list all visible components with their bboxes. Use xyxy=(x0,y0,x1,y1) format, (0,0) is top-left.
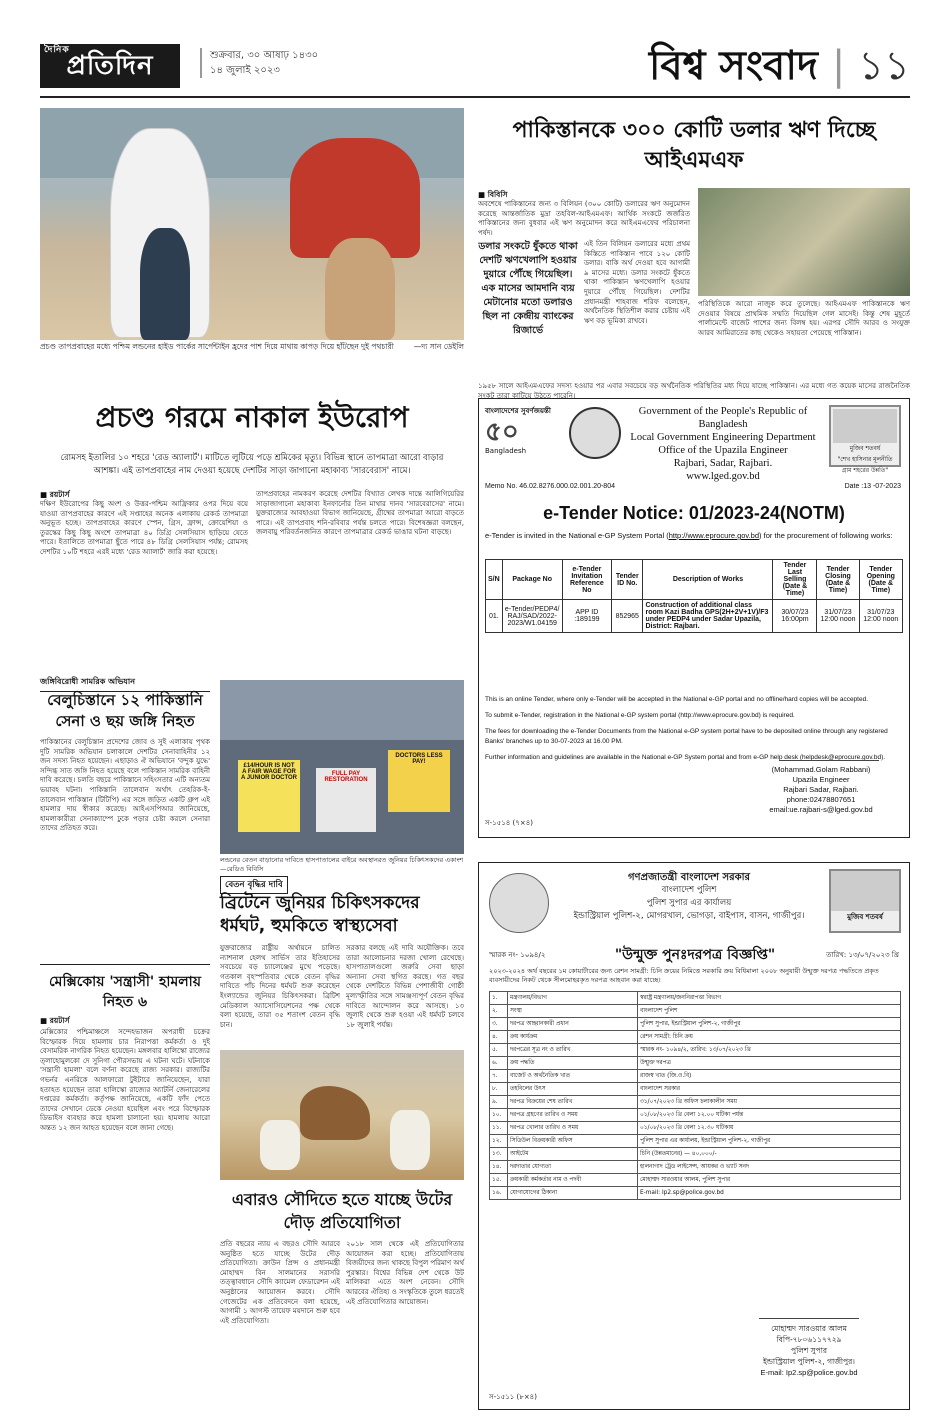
logo-small-text: দৈনিক xyxy=(44,45,70,55)
form-row-value: স্মারক নং- ১০৯৪/২, তারিখ: ১৩/০৭/২০২৩ খ্রি xyxy=(638,1044,901,1057)
tender-header-package: Package No xyxy=(502,560,562,600)
form-row-value: ০১/০৮/২০২৩ খ্রি বেলা ১২.৩০ ঘটিকায় xyxy=(638,1122,901,1135)
police-ad-code: স-১৫১১ (৮×৪) xyxy=(489,1393,537,1401)
tender-note-3: The fees for downloading the e-Tender Documents from the National e-GP system portal have to be deposited online through any registered Banks' branches up to 30-07-2023 at 16.00 PM. xyxy=(485,728,888,745)
table-row xyxy=(486,600,903,633)
imf-body-right: পরিস্থিতিকে আরো নাজুক করে তুলেছে। আইএমএফ পাকিস্তানকে ঋণ দেওয়ার বিষয়ে প্রাথমিক সম্মতি দিয়েছিল গেল মাসেই। কিন্তু শেষ মুহূর্তে পার্লামেন্টে বাজেট পাশের জন্য বিলম্ব হয়। এরপর সৌদি আরব ও সংযুক্ত আরব আমিরাতের কাছ থেকেও সহায়তা পেয়েছে পাকিস্তান। xyxy=(698,300,910,337)
form-row-label: ক্রয় কার্যক্রম xyxy=(508,1031,638,1044)
mexico-body: মেক্সিকোর পশ্চিমাঞ্চলে সন্দেহভাজন অপরাধী চক্রের বিস্ফোরক দিয়ে হামলায় চার নিরাপত্তা কর্মকর্তা ও দুই বেসামরিক নাগরিক নিহত হয়েছেন। মঙ্গলবার হালিস্কো রাজ্যের ত্লাহোমুলকো দে সুনিগা পৌরসভায় এ ঘটনা ঘটে। ঘটনাকে 'সন্ত্রাসী হামলা' বলে বর্ণনা করেছে রাজ্য সরকার। রাজ্যটির গভর্নর এনরিকে আলফারো টুইটারে জানিয়েছেন, যারা হতাহত হয়েছেন তারা হালিস্কো রাজ্যের অ্যাটর্নি জেনারেলের দপ্তরের কর্মকর্তা। কর্তৃপক্ষ জানিয়েছে, একটি ফাঁদ পেতে তাদের সেখানে ডেকে নেওয়া হয়েছিল এবং পরে বিস্ফোরক ডিভাইস ব্যবহার করে হামলা চালানো হয়। হামলায় আরো অন্তত ১২ জন আহত হয়েছেন বলে জানা গেছে। xyxy=(40,1028,210,1132)
gov-line-3: Office of the Upazila Engineer xyxy=(658,445,788,456)
tender-cell-sn: 01. xyxy=(486,600,503,633)
baloch-headline: বেলুচিস্তানে ১২ পাকিস্তানি সেনা ও ছয় জঙ্গি নিহত xyxy=(47,691,203,730)
table-row xyxy=(490,1031,901,1044)
police-sign-email: E-mail: Ip2.sp@police.gov.bd xyxy=(760,1368,858,1377)
form-row-number: ৭. xyxy=(490,1070,508,1083)
form-row-label: আইটেম xyxy=(508,1148,638,1161)
police-date: তারিখ: ১৩/০৭/২০২৩ খ্রি xyxy=(826,951,899,959)
golden-jubilee-sub: Bangladesh xyxy=(485,447,527,455)
placard-full-pay: FULL PAY RESTORATION xyxy=(316,768,376,832)
tender-date: Date :13 -07-2023 xyxy=(844,483,901,490)
tender-header-selling: Tender Last Selling (Date & Time) xyxy=(773,560,817,600)
form-row-number: ৮. xyxy=(490,1083,508,1096)
gov-line-1: Government of the People's Republic of Bangladesh xyxy=(638,406,808,430)
table-row xyxy=(490,1083,901,1096)
form-row-label: দরপত্র আহ্বানকারী প্রধান xyxy=(508,1018,638,1031)
table-row xyxy=(490,1018,901,1031)
tender-ad-code: স-১৫১৪ (৭×৪) xyxy=(485,819,533,827)
heatwave-photo xyxy=(40,108,464,340)
imf-footer: ১৯৫৮ সালে আইএমএফের সদস্য হওয়ার পর এবার সবচেয়ে বড় অর্থনৈতিক পরিস্থিতির মধ্য দিয়ে যাচ্ছে পাকিস্তান। এর মধ্যে গত কয়েক মাসের রাজনৈতিক সংকট তারা কাটিয়ে উঠতে পারেনি। xyxy=(478,382,910,400)
table-row xyxy=(490,1174,901,1187)
section-title: বিশ্ব সংবাদ | ১১ xyxy=(648,43,910,89)
tender-header-reference: e-Tender Invitation Reference No xyxy=(562,560,611,600)
doctors-body-col2: সরকার বলছে এই দাবি অযৌক্তিক। তবে তারা আলোচনার দরজা খোলা রেখেছে। হাসপাতালগুলো জরুরি সেবা ছাড়া অন্যান্য সেবা স্থগিত করছে। গত বছর থেকে দেশটিতে বিভিন্ন পেশাজীবী গোষ্ঠী মূল্যস্ফীতির সঙ্গে সামঞ্জস্যপূর্ণ বেতন বৃদ্ধির দাবিতে আন্দোলন করে আসছে। ১৩ জুলাই থেকে শুরু হওয়া এই ধর্মঘট চলবে ১৮ জুলাই পর্যন্ত। xyxy=(346,944,464,1029)
form-row-label: সংস্থা xyxy=(508,1005,638,1018)
form-row-value: রাজস্ব খাত (জি.ও.বি) xyxy=(638,1070,901,1083)
form-row-number: ১০. xyxy=(490,1109,508,1122)
police-signature xyxy=(759,1299,859,1319)
table-row xyxy=(490,1187,901,1200)
form-row-label: বাজেট ও অর্থনৈতিক খাত xyxy=(508,1070,638,1083)
form-row-label: মন্ত্রণালয়/বিভাগ xyxy=(508,992,638,1005)
doctors-body-col1: যুক্তরাজ্যের রাষ্ট্রীয় অর্থায়নে চালিত ন্যাশনাল হেলথ সার্ভিস তার ইতিহাসের সবচেয়ে বড় চ্যালেঞ্জের মুখে পড়েছে। গতকাল বৃহস্পতিবার থেকে বেতন বৃদ্ধির দাবিতে পাঁচ দিনের ধর্মঘট শুরু করেছেন ইংল্যান্ডের জুনিয়র চিকিৎসকরা। ব্রিটিশ মেডিক্যাল অ্যাসোসিয়েশনের পক্ষ থেকে বলা হয়েছে, তারা ৩৫ শতাংশ বেতন বৃদ্ধি চান। xyxy=(220,944,340,1029)
form-row-label: দরপত্র খোলার তারিখ ও সময় xyxy=(508,1122,638,1135)
doctors-kicker: বেতন বৃদ্ধির দাবি xyxy=(220,876,288,894)
section-name: বিশ্ব সংবাদ xyxy=(648,43,818,89)
tender-header-closing: Tender Closing (Date & Time) xyxy=(817,560,859,600)
table-row xyxy=(490,1135,901,1148)
form-row-value: চিনি (উন্নতমানের) — ৪০,০০০/- xyxy=(638,1148,901,1161)
bangladesh-govt-emblem-icon xyxy=(489,873,549,933)
banknotes-photo xyxy=(698,188,910,296)
gov-line-4: Rajbari, Sadar, Rajbari. xyxy=(673,458,773,469)
divider xyxy=(40,964,210,965)
form-row-value: E-mail: Ip2.sp@police.gov.bd xyxy=(638,1187,901,1200)
police-signature-block xyxy=(719,1323,899,1378)
lged-tender-notice xyxy=(478,398,910,838)
form-row-label: দরপত্র গ্রহণের তারিখ ও সময় xyxy=(508,1109,638,1122)
europe-headline: প্রচণ্ড গরমে নাকাল ইউরোপ xyxy=(95,401,409,434)
mujib-centenary-logo xyxy=(829,405,901,474)
camel-body-col1: প্রতি বছরের ন্যায় এ বছরও সৌদি আরবে অনুষ্ঠিত হতে যাচ্ছে উটের দৌড় প্রতিযোগিতা। ক্রাউন প্রিন্স ও প্রধানমন্ত্রী মোহাম্মদ বিন সালমানের সরাসরি তত্ত্বাবধানে সৌদি ক্যামেল ফেডারেশন এই অনুষ্ঠানের আয়োজন করবে। সৌদি গেজেটের এক প্রতিবেদনে বলা হয়েছে, আগামী ১ আগস্ট তায়েফ ময়দানে শুরু হবে এই প্রতিযোগিতা। xyxy=(220,1240,340,1325)
engineer-title: Upazila Engineer xyxy=(792,775,850,784)
form-row-number: ৫. xyxy=(490,1044,508,1057)
tender-cell-id: 852965 xyxy=(612,600,643,633)
form-row-number: ৪. xyxy=(490,1031,508,1044)
baloch-body: পাকিস্তানের বেলুচিস্তান প্রদেশের জোব ও সুই এলাকায় পৃথক দুটি সামরিক অভিযান চলাকালে দেশটির সেনাবাহিনীর ১২ জন সদস্য নিহত হয়েছেন। এছাড়াও ঐ অভিযানে 'বন্দুক যুদ্ধে' সন্দিগ্ধ সাত জঙ্গি নিহত হয়েছে বলে পাকিস্তান সামরিক বাহিনী দাবি করেছে। চলতি বছরে পাকিস্তানে সহিংসতার এটি অন্যতম ভয়াবহ ঘটনা। পাকিস্তানি তালেবান অর্থাৎ তেহরিক-ই-তালেবান পাকিস্তান (টিটিপি) এর সঙ্গে জড়িত একটি গ্রুপ এই হামলার দায় স্বীকার করেছে। আইএসপিআর জানিয়েছে, হামলাকারীরা সেনাক্যাম্পে ঢুকে পড়ার চেষ্টা করলে সেনারা তাদের প্রতিহত করে। xyxy=(40,738,210,833)
form-row-value: বাংলাদেশ সরকার xyxy=(638,1083,901,1096)
form-row-value: স্বরাষ্ট্র মন্ত্রণালয়/জননিরাপত্তা বিভাগ xyxy=(638,992,901,1005)
issue-date xyxy=(200,48,318,78)
imf-headline: পাকিস্তানকে ৩০০ কোটি ডলার ঋণ দিচ্ছে আইএমএফ xyxy=(512,118,876,173)
mexico-headline: মেক্সিকোয় 'সন্ত্রাসী' হামলায় নিহত ৬ xyxy=(48,974,201,1010)
form-row-number: ৬. xyxy=(490,1057,508,1070)
spectator-shape xyxy=(260,1120,300,1170)
mujib-label-2: মুজিব শতবর্ষ xyxy=(847,913,883,921)
form-row-value: রেশন সামগ্রী: চিনি ক্রয় xyxy=(638,1031,901,1044)
tender-cell-package: e-Tender/PEDP4/ RAJ/SAD/2022-2023/W1.04159 xyxy=(502,600,562,633)
police-header-2: বাংলাদেশ পুলিশ xyxy=(661,885,717,895)
table-row xyxy=(490,1044,901,1057)
form-row-label: দরপত্র বিক্রয়ের শেষ তারিখ xyxy=(508,1096,638,1109)
police-tender-notice xyxy=(478,862,910,1410)
engineer-place: Rajbari Sadar, Rajbari. xyxy=(783,785,859,794)
europe-body-col1: দক্ষিণ ইউরোপের কিছু অংশ ও উত্তর-পশ্চিম আফ্রিকার ওপর দিয়ে বয়ে যাওয়া তাপপ্রবাহের কারণে এই সপ্তাহের অনেক এলাকায় রেকর্ড তাপমাত্রা অনুভূত হচ্ছে। তাপপ্রবাহের কারণে স্পেন, গ্রিস, ফ্রান্স, ক্রোয়েশিয়া ও তুরস্কের কিছু কিছু অংশে তাপমাত্রা ৪০ ডিগ্রি সেলসিয়াস ছাড়িয়ে যেতে পারে। ইতালিতে তাপমাত্রা ছুঁতে পারে ৪৮ ডিগ্রি সেলসিয়াস পর্যন্ত; রোমসহ দেশটির ১০টি শহরে এরই মধ্যে 'রেড অ্যালার্ট' জারি করা হয়েছে। xyxy=(40,500,248,556)
issue-date-english: ১৪ জুলাই ২০২৩ xyxy=(210,65,280,76)
imf-body-mid: এই তিন বিলিয়ন ডলারের মধ্যে প্রথম কিস্তিতে পাকিস্তান পাবে ১২০ কোটি ডলার। বাকি অর্থ দেওয়া হবে আগামী ৯ মাসের মধ্যে। ডলার সংকটে ধুঁকতে থাকা পাকিস্তান ঋণখেলাপি হওয়ার দুয়ারে পৌঁছে গিয়েছিল। দেশটির প্রধানমন্ত্রী শাহবাজ শরিফ বলেছেন, অর্থনৈতিক স্থিতিশীল করার চেষ্টায় এই ঋণ বড় ভূমিকা রাখবে। xyxy=(584,240,690,325)
tender-header-description: Description of Works xyxy=(643,560,773,600)
form-row-value: উন্মুক্ত দরপত্র xyxy=(638,1057,901,1070)
police-memo: স্মারক নং- ১০৯৪/২ xyxy=(489,951,546,959)
newspaper-logo xyxy=(40,44,180,88)
form-row-number: ১৩. xyxy=(490,1148,508,1161)
police-sign-office: ইন্ডাস্ট্রিয়াল পুলিশ-২, গাজীপুর। xyxy=(763,1357,855,1366)
form-row-number: ১. xyxy=(490,992,508,1005)
police-form-wrap xyxy=(489,991,901,1200)
camel-shape xyxy=(300,1086,370,1140)
spectator-shape xyxy=(390,1110,430,1170)
form-row-number: ৩. xyxy=(490,1018,508,1031)
form-row-value: বাংলাদেশ পুলিশ xyxy=(638,1005,901,1018)
camel-race-photo xyxy=(220,1050,464,1180)
mujib-centenary-logo-2 xyxy=(829,869,901,933)
form-row-value: মোহাম্মদ সারওয়ার আলম, পুলিশ সুপার xyxy=(638,1174,901,1187)
tender-note-1: This is an online Tender, where only e-Tender will be accepted in the National e-GP portal and no offline/hard copies will be accepted. xyxy=(485,696,869,703)
tender-table-wrap xyxy=(485,559,903,633)
police-sign-name: মোহাম্মদ সারওয়ার আলম xyxy=(771,1324,847,1333)
golden-jubilee-text: বাংলাদেশের সুবর্ণজয়ন্তী xyxy=(485,407,551,415)
placard-fair-wage: £14/HOUR IS NOT A FAIR WAGE FOR A JUNIOR DOCTOR xyxy=(238,760,300,832)
engineer-signature-block xyxy=(741,765,901,815)
lged-office-header xyxy=(625,405,821,483)
europe-byline: ■ রয়টার্স xyxy=(40,490,70,499)
table-row xyxy=(490,1057,901,1070)
form-row-number: ৯. xyxy=(490,1096,508,1109)
form-row-number: ১৬. xyxy=(490,1187,508,1200)
camel-body-col2: ২০১৮ সাল থেকে এই প্রতিযোগিতার আয়োজন করা হচ্ছে। প্রতিযোগিতায় বিজয়ীদের জন্য থাকছে বিপুল পরিমাণ অর্থ পুরস্কার। বিশ্বের বিভিন্ন দেশ থেকে উট মালিকরা এতে অংশ নেবেন। সৌদি আরবের ঐতিহ্য ও সংস্কৃতিকে তুলে ধরতেই এই প্রতিযোগিতার আয়োজন। xyxy=(346,1240,464,1306)
doctors-photo-caption: লন্ডনের বেতন বাড়ানোর দাবিতে হাসপাতালের বাইরে অবস্থানরত জুনিয়র চিকিৎসকদের একাংশ—রেডিও বিবিসি xyxy=(220,856,464,873)
tender-header-opening: Tender Opening (Date & Time) xyxy=(859,560,902,600)
gov-line-5: www.lged.gov.bd xyxy=(686,471,760,482)
engineer-email: email:ue.rajbari-s@lged.gov.bd xyxy=(769,805,873,814)
engineer-phone: phone:02478807651 xyxy=(786,795,856,804)
table-row xyxy=(490,1109,901,1122)
form-row-number: ১৪. xyxy=(490,1161,508,1174)
masthead xyxy=(40,40,910,98)
police-intro: ২০২৩-২০২৪ অর্থ বছরের ১ম কোয়ার্টারের জন্য রেশন সামগ্রী: চিনি ক্রয়ের নিমিত্তে সরকারি ক্রয় বিধিমালা ২০০৮ অনুযায়ী উন্মুক্ত দরপত্র পদ্ধতিতে প্রকৃত ব্যবসায়ীদের নিকট থেকে সীলমোহরকৃত দরপত্র আহবান করা যাচ্ছে। xyxy=(489,967,879,984)
tender-table xyxy=(485,559,903,633)
tender-header-sn: S/N xyxy=(486,560,503,600)
doctors-headline: ব্রিটেনে জুনিয়র চিকিৎসকদের ধর্মঘট, হুমকিতে স্বাস্থ্যসেবা xyxy=(220,893,420,936)
form-row-value: ০১/০৮/২০২৩ খ্রি বেলা ১২.০০ ঘটিকা পর্যন্ত xyxy=(638,1109,901,1122)
doctors-strike-photo xyxy=(220,680,464,854)
table-row xyxy=(490,1070,901,1083)
form-row-label: দরদাতার যোগ্যতা xyxy=(508,1161,638,1174)
tender-cell-reference: APP ID :189199 xyxy=(562,600,611,633)
tender-header-id: Tender ID No. xyxy=(612,560,643,600)
form-row-label: দরপত্রের সূত্র নং ও তারিখ xyxy=(508,1044,638,1057)
tender-note-4: Further information and guidelines are available in the National e-GP System portal and from e-GP help desk (helpdesk@eprocure.gov.bd). xyxy=(485,754,886,761)
imf-byline: ■ বিবিসি xyxy=(478,190,508,199)
logo-text: প্রতিদিন xyxy=(66,51,154,81)
table-row xyxy=(490,1148,901,1161)
europe-deck: রোমসহ ইতালির ১০ শহরে 'রেড অ্যালার্ট'। মাটিতে লুটিয়ে পড়ে শ্রমিকের মৃত্যু। বিভিন্ন স্থানে তাপমাত্রা আরো বাড়ার আশঙ্কা। এই তাপপ্রবাহের নাম দেওয়া হয়েছে দেশটির সাড়া জাগানো মহাকাব্য 'সারবেরাস' নামে। xyxy=(60,453,444,476)
form-row-value: হালনাগাদ ট্রেড লাইসেন্স, আয়কর ও ভ্যাট সনদ xyxy=(638,1161,901,1174)
form-row-number: ১৫. xyxy=(490,1174,508,1187)
form-row-label: যোগাযোগের ঠিকানা xyxy=(508,1187,638,1200)
eprocure-link[interactable]: http://www.eprocure.gov.bd xyxy=(668,531,760,540)
form-row-value: পুলিশ সুপার এর কার্যালয়, ইন্ডাস্ট্রিয়াল পুলিশ-২, গাজীপুর xyxy=(638,1135,901,1148)
pedestrian-man-shorts xyxy=(325,238,395,340)
police-sign-title: পুলিশ সুপার xyxy=(791,1346,827,1355)
police-sign-bp: বিপি-৭৮০৬১১৭৭২৯ xyxy=(776,1335,842,1344)
police-title: "উন্মুক্ত পুনঃদরপত্র বিজ্ঞপ্তি" xyxy=(614,947,776,963)
mujib-label: মুজিব শতবর্ষ xyxy=(849,445,881,452)
tender-cell-opening: 31/07/23 12:00 noon xyxy=(859,600,902,633)
heatwave-photo-caption: প্রচণ্ড তাপপ্রবাহের মধ্যে পশ্চিম লন্ডনের হাইড পার্কের সার্পেন্টাইন হ্রদের পাশ দিয়ে মাথায় কাপড় দিয়ে হাঁটছেন দুই পথচারী xyxy=(40,342,394,351)
police-header-1: গণপ্রজাতন্ত্রী বাংলাদেশ সরকার xyxy=(628,872,750,883)
tender-intro-a: e-Tender is invited in the National e-GP System Portal ( xyxy=(485,531,669,540)
engineer-signature xyxy=(779,743,879,761)
tender-note-2: To submit e-Tender, registration in the National e-GP system portal (http://www.eprocure.gov.bd) is required. xyxy=(485,712,795,719)
tender-intro-b: ) for the procurement of following works: xyxy=(759,531,893,540)
imf-pullquote: ডলার সংকটে ধুঁকতে থাকা দেশটি ঋণখেলাপি হওয়ার দুয়ারে পৌঁছে গিয়েছিল। এক মাসের আমদানি ব্যয় মেটানোর মতো ডলারও ছিল না কেন্দ্রীয় ব্যাংকের রিজার্ভে xyxy=(478,241,578,336)
tender-cell-description: Construction of additional class room Kazi Badha GPS(2H+2V+1V)/F3 under PEDP4 under Sadar Upazila, District: Rajbari. xyxy=(643,600,773,633)
mexico-byline: ■ রয়টার্স xyxy=(40,1016,70,1025)
table-row xyxy=(490,1005,901,1018)
form-row-number: ২. xyxy=(490,1005,508,1018)
form-row-label: ক্রয় পদ্ধতি xyxy=(508,1057,638,1070)
lged-emblem-icon xyxy=(569,407,621,459)
form-row-label: ক্রয়কারী কর্মকর্তার নাম ও পদবী xyxy=(508,1174,638,1187)
form-row-value: পুলিশ সুপার, ইন্ডাস্ট্রিয়াল পুলিশ-২, গাজীপুর xyxy=(638,1018,901,1031)
table-row xyxy=(490,992,901,1005)
form-row-label: সিডিউল বিক্রয়কারী অফিস xyxy=(508,1135,638,1148)
table-row xyxy=(490,1161,901,1174)
tender-memo: Memo No. 46.02.8276.000.02.001.20-804 xyxy=(485,483,615,490)
form-row-number: ১২. xyxy=(490,1135,508,1148)
tender-cell-closing: 31/07/23 12:00 noon xyxy=(817,600,859,633)
tender-cell-selling: 30/07/23 16:00pm xyxy=(773,600,817,633)
form-row-label: তহবিলের উৎস xyxy=(508,1083,638,1096)
table-row xyxy=(490,1096,901,1109)
police-header-4: ইন্ডাস্ট্রিয়াল পুলিশ-২, মোগরখাল, ভোগড়া, বাইপাস, বাসন, গাজীপুর। xyxy=(573,911,805,921)
form-row-value: ৩১/০৭/২০২৩ খ্রি অফিস চলাকালীন সময় xyxy=(638,1096,901,1109)
street-background xyxy=(220,680,464,740)
page-number: ১১ xyxy=(858,43,910,89)
portrait-icon xyxy=(831,871,899,911)
issue-date-bangla: শুক্রবার, ৩০ আষাঢ় ১৪৩০ xyxy=(210,50,319,61)
golden-jubilee-logo: বাংলাদেশের সুবর্ণজয়ন্তী ৫০ Bangladesh xyxy=(485,405,565,467)
form-row-number: ১১. xyxy=(490,1122,508,1135)
gov-line-2: Local Government Engineering Department xyxy=(630,432,816,443)
europe-body-col2: তাপপ্রবাহের নামকরণ করেছে দেশটির বিখ্যাত লেখক দান্তে আলিগিয়েরির সাড়াজাগানো মহাকাব্য ইনফার্নোর তিন মাথার দানব 'সারবেরাসের' নামে। যুক্তরাজ্যের আবহাওয়া বিভাগ জানিয়েছে, গ্রীষ্মের তাপমাত্রা আরো বাড়তে পারে। এই তাপপ্রবাহ শনি-রবিবার পর্যন্ত চলতে পারে। বিশেষজ্ঞরা বলছেন, জলবায়ু পরিবর্তনজনিত কারণে তাপমাত্রার রেকর্ড ভাঙার ঘটনা বাড়ছে। xyxy=(256,490,464,537)
camel-headline: এবারও সৌদিতে হতে যাচ্ছে উটের দৌড় প্রতিযোগিতা xyxy=(231,1190,453,1232)
police-office-header xyxy=(559,871,819,923)
engineer-name: (Mohammad.Golam Rabbani) xyxy=(771,765,871,774)
pedestrian-woman-skirt xyxy=(140,228,190,340)
imf-intro: অবশেষে পাকিস্তানের জন্য ৩ বিলিয়ন (৩০০ কোটি) ডলারের ঋণ অনুমোদন করেছে আন্তর্জাতিক মুদ্রা তহবিল-আইএমএফ। আর্থিক সংকটে জর্জরিত পাকিস্তানের জন্য বুধবার এই ঋণ অনুমোদন করে আইএমএফের পরিচালনা পর্ষদ। xyxy=(478,200,690,237)
tender-title: e-Tender Notice: 01/2023-24(NOTM) xyxy=(543,503,845,523)
mujib-slogan: "শেখ হাসিনার মূলনীতি গ্রাম শহরের উন্নতি" xyxy=(837,456,893,474)
tender-intro xyxy=(485,531,903,541)
placard-less-pay: DOCTORS LESS PAY! xyxy=(388,750,450,812)
police-form-table xyxy=(489,991,901,1200)
table-row xyxy=(490,1122,901,1135)
baloch-kicker: জঙ্গিবিরোধী সামরিক অভিযান xyxy=(40,676,210,692)
heatwave-photo-credit: —দ্য সান ডেইলি xyxy=(413,342,464,351)
portrait-icon xyxy=(833,409,897,443)
police-header-3: পুলিশ সুপার এর কার্যালয় xyxy=(646,898,732,908)
